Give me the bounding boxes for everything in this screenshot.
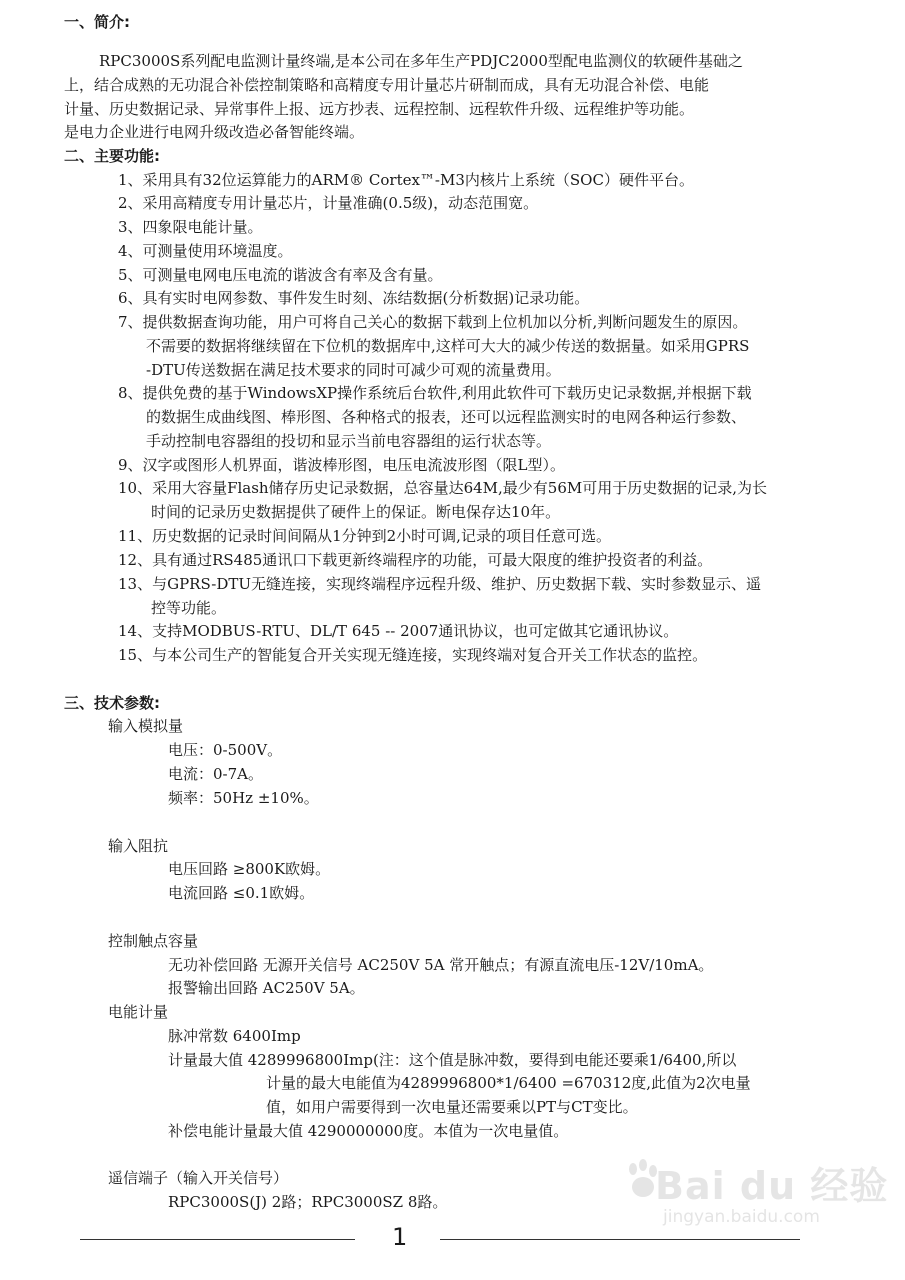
- contact-line: 无功补偿回路 无源开关信号 AC250V 5A 常开触点；有源直流电压-12V/10mA。: [168, 956, 714, 974]
- intro-line-1: RPC3000S系列配电监测计量终端,是本公司在多年生产PDJC2000型配电监测仪的软硬件基础之: [99, 52, 743, 70]
- impedance-line: 电压回路 ≥800K欧姆。: [168, 860, 331, 878]
- intro-line-2: 上，结合成熟的无功混合补偿控制策略和高精度专用计量芯片研制而成，具有无功混合补偿、电能: [64, 76, 710, 94]
- energy-comp: 补偿电能计量最大值 4290000000度。本值为一次电量值。: [168, 1122, 569, 1140]
- feature-item-cont: 手动控制电容器组的投切和显示当前电容器组的运行状态等。: [146, 432, 552, 450]
- analog-line: 频率：50Hz ±10%。: [168, 789, 319, 807]
- energy-max-cont: 计量的最大电能值为4289996800*1/6400 =670312度,此值为2次电量: [266, 1074, 751, 1092]
- feature-item: 11、历史数据的记录时间间隔从1分钟到2小时可调,记录的项目任意可选。: [118, 527, 611, 545]
- paw-icon: [625, 1159, 659, 1199]
- feature-item: 3、四象限电能计量。: [118, 218, 263, 236]
- intro-line-4: 是电力企业进行电网升级改造必备智能终端。: [64, 123, 365, 141]
- remote-line: RPC3000S(J) 2路；RPC3000SZ 8路。: [168, 1193, 448, 1211]
- feature-item: 5、可测量电网电压电流的谐波含有率及含有量。: [118, 266, 443, 284]
- feature-item: 4、可测量使用环境温度。: [118, 242, 293, 260]
- analog-line: 电压：0-500V。: [168, 741, 283, 759]
- feature-item: 12、具有通过RS485通讯口下载更新终端程序的功能，可最大限度的维护投资者的利益。: [118, 551, 713, 569]
- feature-item: 15、与本公司生产的智能复合开关实现无缝连接，实现终端对复合开关工作状态的监控。: [118, 646, 708, 664]
- feature-item: 13、与GPRS-DTU无缝连接，实现终端程序远程升级、维护、历史数据下载、实时参数显示、遥: [118, 575, 762, 593]
- intro-heading: 一、简介:: [64, 13, 130, 31]
- feature-item: 1、采用具有32位运算能力的ARM® Cortex™-M3内核片上系统（SOC）硬件平台。: [118, 171, 694, 189]
- features-heading: 二、主要功能:: [64, 147, 160, 165]
- remote-title: 遥信端子（输入开关信号）: [108, 1169, 289, 1187]
- feature-item-cont: 的数据生成曲线图、棒形图、各种格式的报表，还可以远程监测实时的电网各种运行参数、: [146, 408, 747, 426]
- analog-line: 电流：0-7A。: [168, 765, 263, 783]
- impedance-line: 电流回路 ≤0.1欧姆。: [168, 884, 315, 902]
- watermark-url: jingyan.baidu.com: [663, 1207, 820, 1227]
- watermark-brand: Bai du 经验: [655, 1164, 889, 1208]
- baidu-watermark: [625, 1155, 889, 1255]
- feature-item-cont: -DTU传送数据在满足技术要求的同时可减少可观的流量费用。: [146, 361, 561, 379]
- feature-item: 6、具有实时电网参数、事件发生时刻、冻结数据(分析数据)记录功能。: [118, 289, 590, 307]
- contact-line: 报警输出回路 AC250V 5A。: [168, 979, 365, 997]
- specs-heading: 三、技术参数:: [64, 694, 160, 712]
- energy-pulse: 脉冲常数 6400Imp: [168, 1027, 301, 1045]
- feature-item: 7、提供数据查询功能，用户可将自己关心的数据下载到上位机加以分析,判断问题发生的原因。: [118, 313, 748, 331]
- feature-item: 14、支持MODBUS-RTU、DL/T 645 -- 2007通讯协议，也可定做其它通讯协议。: [118, 622, 679, 640]
- impedance-title: 输入阻抗: [108, 837, 169, 855]
- feature-item: 9、汉字或图形人机界面，谐波棒形图，电压电流波形图（限L型）。: [118, 456, 566, 474]
- energy-max-cont: 值，如用户需要得到一次电量还需要乘以PT与CT变比。: [266, 1098, 638, 1116]
- feature-item: 8、提供免费的基于WindowsXP操作系统后台软件,利用此软件可下载历史记录数据,并根据下载: [118, 384, 752, 402]
- analog-title: 输入模拟量: [108, 717, 184, 735]
- page-number: 1: [392, 1223, 408, 1251]
- footer-rule-left: [80, 1239, 355, 1240]
- feature-item: 10、采用大容量Flash储存历史记录数据，总容量达64M,最少有56M可用于历史数据的记录,为长: [118, 479, 768, 497]
- contact-title: 控制触点容量: [108, 932, 199, 950]
- feature-item-cont: 时间的记录历史数据提供了硬件上的保证。断电保存达10年。: [151, 503, 561, 521]
- energy-max: 计量最大值 4289996800Imp(注：这个值是脉冲数，要得到电能还要乘1/6400,所以: [168, 1051, 737, 1069]
- intro-line-3: 计量、历史数据记录、异常事件上报、远方抄表、远程控制、远程软件升级、远程维护等功能。: [64, 100, 695, 118]
- feature-item-cont: 控等功能。: [151, 599, 227, 617]
- energy-title: 电能计量: [108, 1003, 169, 1021]
- feature-item: 2、采用高精度专用计量芯片，计量准确(0.5级)，动态范围宽。: [118, 194, 539, 212]
- feature-item-cont: 不需要的数据将继续留在下位机的数据库中,这样可大大的减少传送的数据量。如采用GPRS: [146, 337, 750, 355]
